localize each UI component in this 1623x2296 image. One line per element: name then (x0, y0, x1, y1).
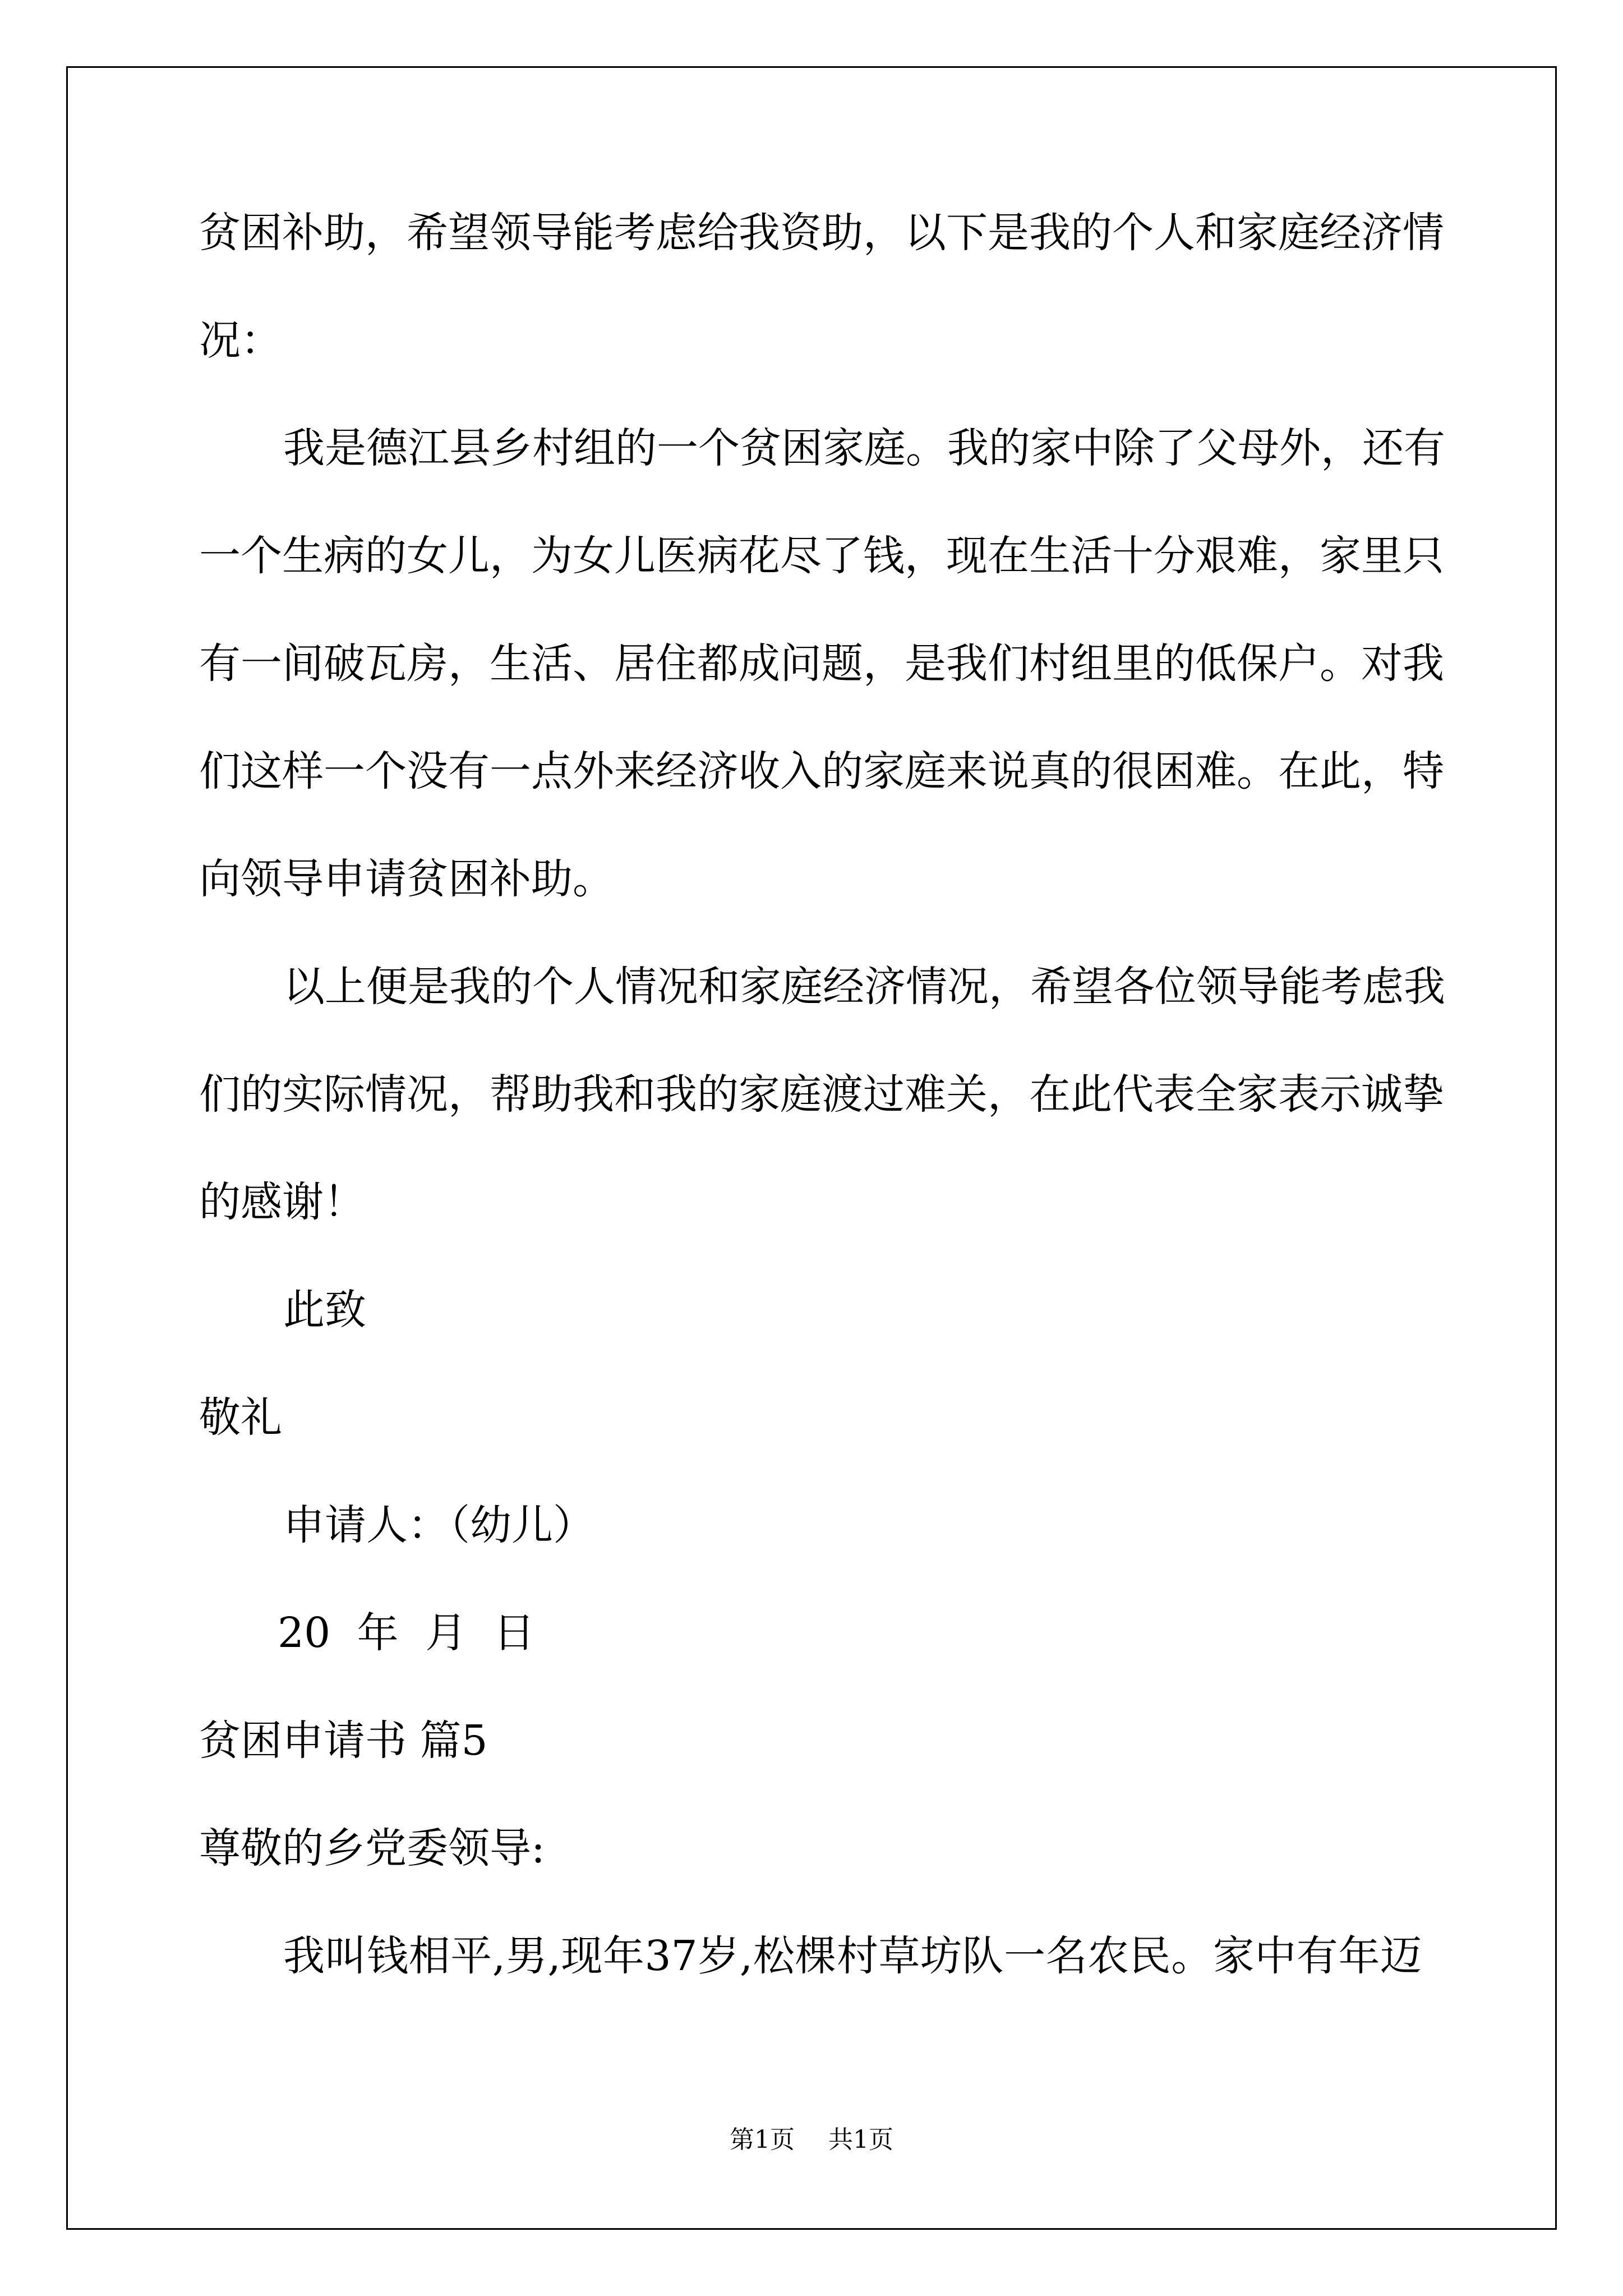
text-line: 贫困申请书 篇5 (199, 1717, 488, 1765)
text-line: 们这样一个没有一点外来经济收入的家庭来说真的很困难。在此，特 (199, 747, 1444, 795)
text-line: 我叫钱相平,男,现年37岁,松棵村草坊队一名农民。家中有年迈 (283, 1932, 1422, 1980)
text-line: 申请人：（幼儿） (283, 1501, 594, 1549)
page-total: 共1页 (828, 2125, 893, 2154)
text-line: 们的实际情况，帮助我和我的家庭渡过难关，在此代表全家表示诚挚 (199, 1070, 1444, 1119)
text-line: 有一间破瓦房，生活、居住都成问题，是我们村组里的低保户。对我 (199, 639, 1444, 688)
text-line: 以上便是我的个人情况和家庭经济情况，希望各位领导能考虑我 (283, 963, 1445, 1011)
text-line: 贫困补助，希望领导能考虑给我资助，以下是我的个人和家庭经济情 (199, 209, 1444, 257)
text-line: 此致 (283, 1286, 366, 1334)
page-footer (0, 2125, 1623, 2154)
page-border (66, 66, 1557, 2230)
text-line: 敬礼 (199, 1393, 282, 1442)
text-line: 尊敬的乡党委领导: (199, 1824, 545, 1872)
text-line: 的感谢！ (199, 1178, 365, 1226)
page-number: 第1页 (730, 2125, 795, 2154)
text-line: 况： (199, 316, 282, 365)
text-line: 20 年 月 日 (278, 1609, 535, 1657)
text-line: 一个生病的女儿，为女儿医病花尽了钱，现在生活十分艰难，家里只 (199, 532, 1444, 580)
text-line: 我是德江县乡村组的一个贫困家庭。我的家中除了父母外，还有 (283, 424, 1445, 472)
text-line: 向领导申请贫困补助。 (199, 855, 614, 903)
